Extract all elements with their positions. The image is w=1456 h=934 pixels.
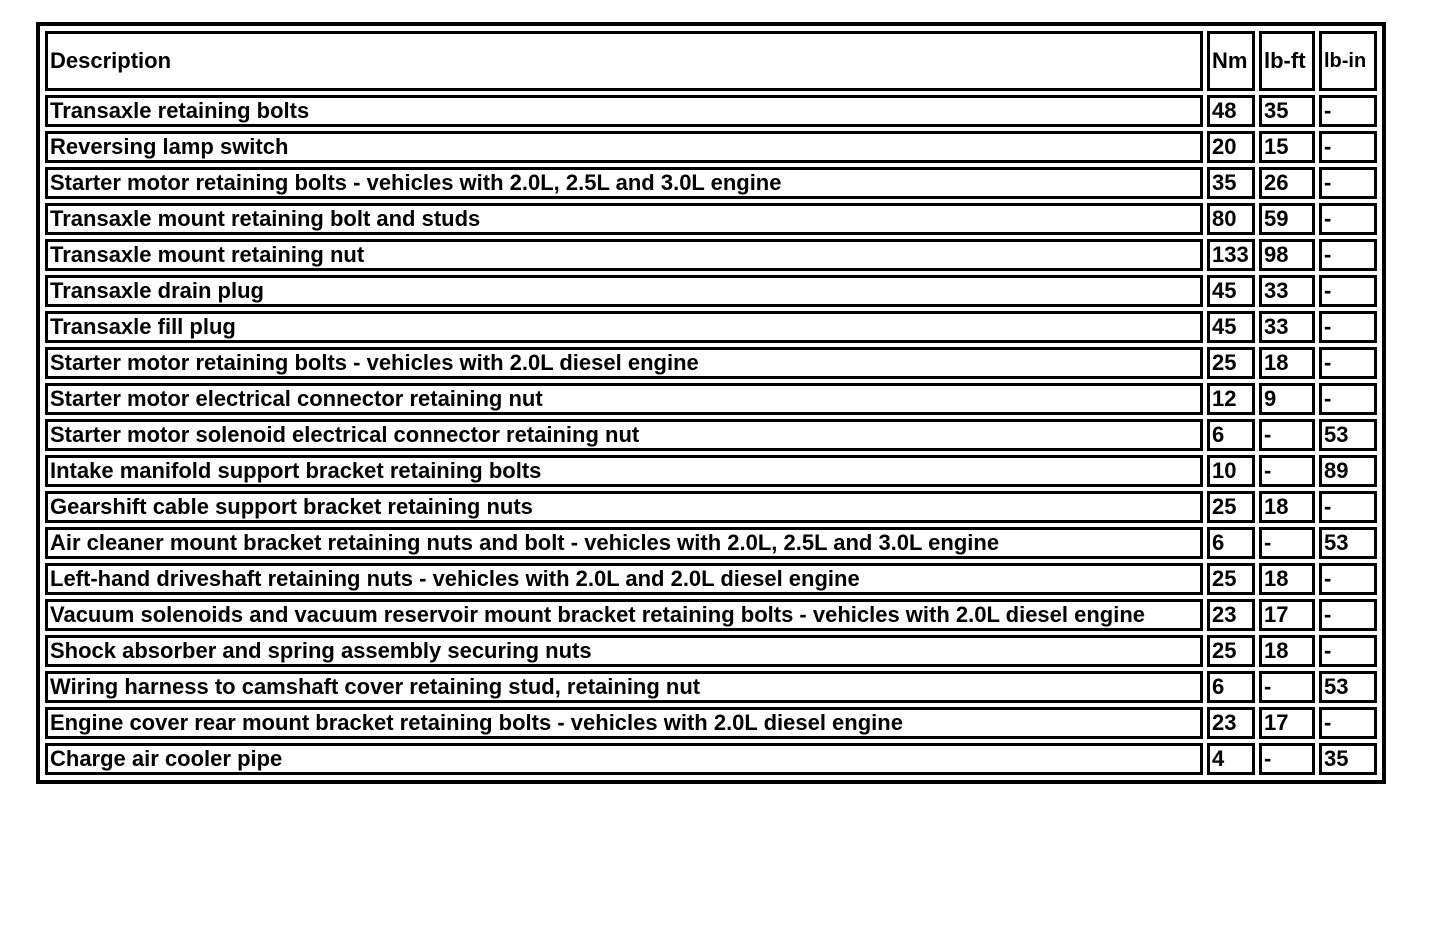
table-row: [45, 419, 1377, 451]
table-row: [45, 239, 1377, 271]
cell-lbft: -: [1259, 743, 1315, 775]
cell-description: Charge air cooler pipe: [45, 743, 1203, 775]
table-row: [45, 743, 1377, 775]
cell-nm: 6: [1207, 419, 1255, 451]
cell-nm: 25: [1207, 635, 1255, 667]
cell-description: Shock absorber and spring assembly securing nuts: [45, 635, 1203, 667]
cell-nm: 48: [1207, 95, 1255, 127]
table-row: [45, 671, 1377, 703]
header-lbft: lb-ft: [1259, 31, 1315, 91]
cell-nm: 4: [1207, 743, 1255, 775]
table-row: [45, 563, 1377, 595]
cell-lbft: 35: [1259, 95, 1315, 127]
cell-lbft: -: [1259, 527, 1315, 559]
cell-description: Transaxle mount retaining nut: [45, 239, 1203, 271]
cell-description: Left-hand driveshaft retaining nuts - vehicles with 2.0L and 2.0L diesel engine: [45, 563, 1203, 595]
torque-spec-table-frame: [36, 22, 1386, 784]
cell-nm: 23: [1207, 599, 1255, 631]
table-row: [45, 383, 1377, 415]
table-row: [45, 275, 1377, 307]
table-row: [45, 347, 1377, 379]
cell-lbft: 18: [1259, 563, 1315, 595]
cell-description: Gearshift cable support bracket retaining nuts: [45, 491, 1203, 523]
cell-description: Starter motor electrical connector retaining nut: [45, 383, 1203, 415]
cell-lbin: 89: [1319, 455, 1377, 487]
cell-lbft: -: [1259, 455, 1315, 487]
header-nm: Nm: [1207, 31, 1255, 91]
cell-lbft: 18: [1259, 491, 1315, 523]
cell-lbin: -: [1319, 167, 1377, 199]
torque-spec-table: [41, 27, 1381, 779]
cell-nm: 12: [1207, 383, 1255, 415]
cell-description: Transaxle retaining bolts: [45, 95, 1203, 127]
cell-lbft: -: [1259, 671, 1315, 703]
cell-lbin: -: [1319, 599, 1377, 631]
cell-lbin: -: [1319, 239, 1377, 271]
cell-lbft: 33: [1259, 275, 1315, 307]
cell-lbin: -: [1319, 95, 1377, 127]
cell-description: Intake manifold support bracket retaining bolts: [45, 455, 1203, 487]
cell-lbft: 33: [1259, 311, 1315, 343]
cell-description: Starter motor retaining bolts - vehicles with 2.0L diesel engine: [45, 347, 1203, 379]
cell-nm: 45: [1207, 275, 1255, 307]
cell-lbin: -: [1319, 347, 1377, 379]
cell-lbin: -: [1319, 563, 1377, 595]
table-row: [45, 455, 1377, 487]
table-row: [45, 95, 1377, 127]
cell-lbin: 53: [1319, 671, 1377, 703]
cell-lbft: 17: [1259, 599, 1315, 631]
cell-nm: 23: [1207, 707, 1255, 739]
cell-description: Transaxle mount retaining bolt and studs: [45, 203, 1203, 235]
table-row: [45, 203, 1377, 235]
table-header-row: [45, 31, 1377, 91]
cell-lbft: 17: [1259, 707, 1315, 739]
cell-lbin: -: [1319, 707, 1377, 739]
cell-description: Transaxle fill plug: [45, 311, 1203, 343]
cell-description: Starter motor solenoid electrical connector retaining nut: [45, 419, 1203, 451]
table-row: [45, 527, 1377, 559]
cell-nm: 10: [1207, 455, 1255, 487]
cell-lbft: -: [1259, 419, 1315, 451]
cell-lbft: 15: [1259, 131, 1315, 163]
cell-nm: 45: [1207, 311, 1255, 343]
cell-nm: 35: [1207, 167, 1255, 199]
cell-description: Starter motor retaining bolts - vehicles with 2.0L, 2.5L and 3.0L engine: [45, 167, 1203, 199]
cell-lbin: -: [1319, 635, 1377, 667]
table-row: [45, 635, 1377, 667]
table-row: [45, 491, 1377, 523]
cell-lbin: 35: [1319, 743, 1377, 775]
cell-lbft: 59: [1259, 203, 1315, 235]
cell-lbin: -: [1319, 131, 1377, 163]
cell-lbin: -: [1319, 383, 1377, 415]
cell-description: Reversing lamp switch: [45, 131, 1203, 163]
cell-lbft: 18: [1259, 635, 1315, 667]
cell-lbin: 53: [1319, 419, 1377, 451]
table-row: [45, 707, 1377, 739]
cell-lbin: 53: [1319, 527, 1377, 559]
cell-lbft: 26: [1259, 167, 1315, 199]
cell-lbin: -: [1319, 491, 1377, 523]
cell-nm: 133: [1207, 239, 1255, 271]
cell-lbft: 18: [1259, 347, 1315, 379]
table-row: [45, 167, 1377, 199]
table-row: [45, 311, 1377, 343]
cell-nm: 25: [1207, 563, 1255, 595]
cell-nm: 25: [1207, 347, 1255, 379]
table-row: [45, 131, 1377, 163]
cell-lbin: -: [1319, 275, 1377, 307]
cell-description: Transaxle drain plug: [45, 275, 1203, 307]
header-lbin: lb-in: [1319, 31, 1377, 91]
cell-lbin: -: [1319, 203, 1377, 235]
cell-nm: 80: [1207, 203, 1255, 235]
cell-nm: 6: [1207, 671, 1255, 703]
cell-description: Engine cover rear mount bracket retaining bolts - vehicles with 2.0L diesel engine: [45, 707, 1203, 739]
cell-lbin: -: [1319, 311, 1377, 343]
cell-nm: 25: [1207, 491, 1255, 523]
cell-description: Vacuum solenoids and vacuum reservoir mount bracket retaining bolts - vehicles with 2.0L diesel engine: [45, 599, 1203, 631]
cell-nm: 6: [1207, 527, 1255, 559]
table-row: [45, 599, 1377, 631]
cell-lbft: 98: [1259, 239, 1315, 271]
cell-lbft: 9: [1259, 383, 1315, 415]
header-description: Description: [45, 31, 1203, 91]
table-body: [45, 95, 1377, 775]
cell-description: Wiring harness to camshaft cover retaining stud, retaining nut: [45, 671, 1203, 703]
cell-description: Air cleaner mount bracket retaining nuts and bolt - vehicles with 2.0L, 2.5L and 3.0L engine: [45, 527, 1203, 559]
cell-nm: 20: [1207, 131, 1255, 163]
